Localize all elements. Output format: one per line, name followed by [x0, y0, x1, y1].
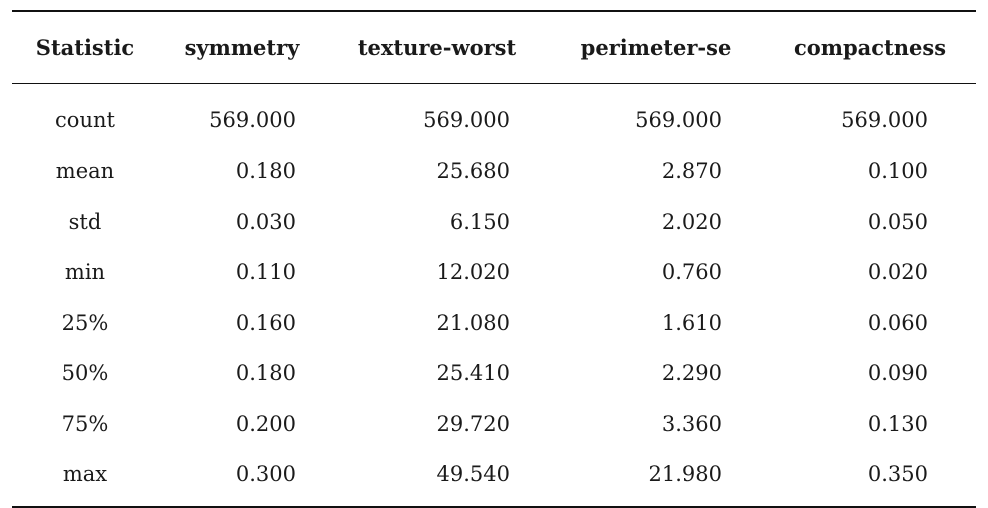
cell-texture-worst: 12.020	[436, 260, 510, 285]
header-symmetry: symmetry	[184, 35, 300, 60]
cell-perimeter-se: 0.760	[661, 260, 722, 285]
header-statistic: Statistic	[35, 35, 135, 60]
cell-perimeter-se: 21.980	[648, 462, 722, 487]
cell-compactness: 0.350	[867, 462, 928, 487]
row-label: 75%	[61, 411, 109, 436]
header-compactness: compactness	[793, 35, 947, 60]
row-label: 25%	[61, 310, 109, 335]
header-perimeter-se: perimeter-se	[580, 35, 732, 60]
cell-compactness: 0.020	[867, 260, 928, 285]
table-header	[12, 11, 976, 84]
cell-perimeter-se: 2.870	[661, 159, 722, 184]
cell-compactness: 0.130	[867, 411, 928, 436]
table-row	[12, 247, 976, 298]
table-row	[12, 449, 976, 507]
row-label: max	[62, 462, 108, 487]
row-label: mean	[55, 159, 115, 184]
statistics-table-container	[12, 10, 976, 508]
table-row	[12, 197, 976, 248]
cell-compactness: 0.050	[867, 209, 928, 234]
cell-texture-worst: 29.720	[436, 411, 510, 436]
row-label: count	[55, 108, 115, 132]
cell-symmetry: 0.300	[235, 462, 296, 487]
cell-perimeter-se: 2.290	[661, 361, 722, 386]
table-body	[12, 84, 976, 507]
table-row	[12, 399, 976, 450]
cell-symmetry: 0.200	[235, 411, 296, 436]
cell-compactness: 569.000	[841, 108, 928, 132]
cell-compactness: 0.100	[867, 159, 928, 184]
header-texture-worst: texture-worst	[357, 35, 517, 60]
cell-symmetry: 0.180	[235, 159, 296, 184]
cell-symmetry: 0.110	[235, 260, 296, 285]
cell-perimeter-se: 2.020	[661, 209, 722, 234]
cell-texture-worst: 49.540	[436, 462, 510, 487]
row-label: 50%	[61, 361, 109, 386]
cell-perimeter-se: 1.610	[661, 310, 722, 335]
row-label: std	[68, 209, 102, 234]
cell-texture-worst: 25.410	[436, 361, 510, 386]
row-label: min	[64, 260, 106, 285]
cell-perimeter-se: 569.000	[635, 108, 722, 132]
table-row	[12, 84, 976, 147]
table-row	[12, 348, 976, 399]
cell-compactness: 0.090	[867, 361, 928, 386]
cell-symmetry: 569.000	[209, 108, 296, 132]
table-row	[12, 146, 976, 197]
cell-symmetry: 0.030	[235, 209, 296, 234]
cell-texture-worst: 21.080	[436, 310, 510, 335]
table-row	[12, 298, 976, 349]
cell-symmetry: 0.160	[235, 310, 296, 335]
cell-texture-worst: 25.680	[436, 159, 510, 184]
cell-texture-worst: 569.000	[423, 108, 510, 132]
cell-symmetry: 0.180	[235, 361, 296, 386]
cell-compactness: 0.060	[867, 310, 928, 335]
cell-perimeter-se: 3.360	[661, 411, 722, 436]
header-row	[12, 11, 976, 84]
cell-texture-worst: 6.150	[449, 209, 510, 234]
statistics-table	[12, 10, 976, 508]
